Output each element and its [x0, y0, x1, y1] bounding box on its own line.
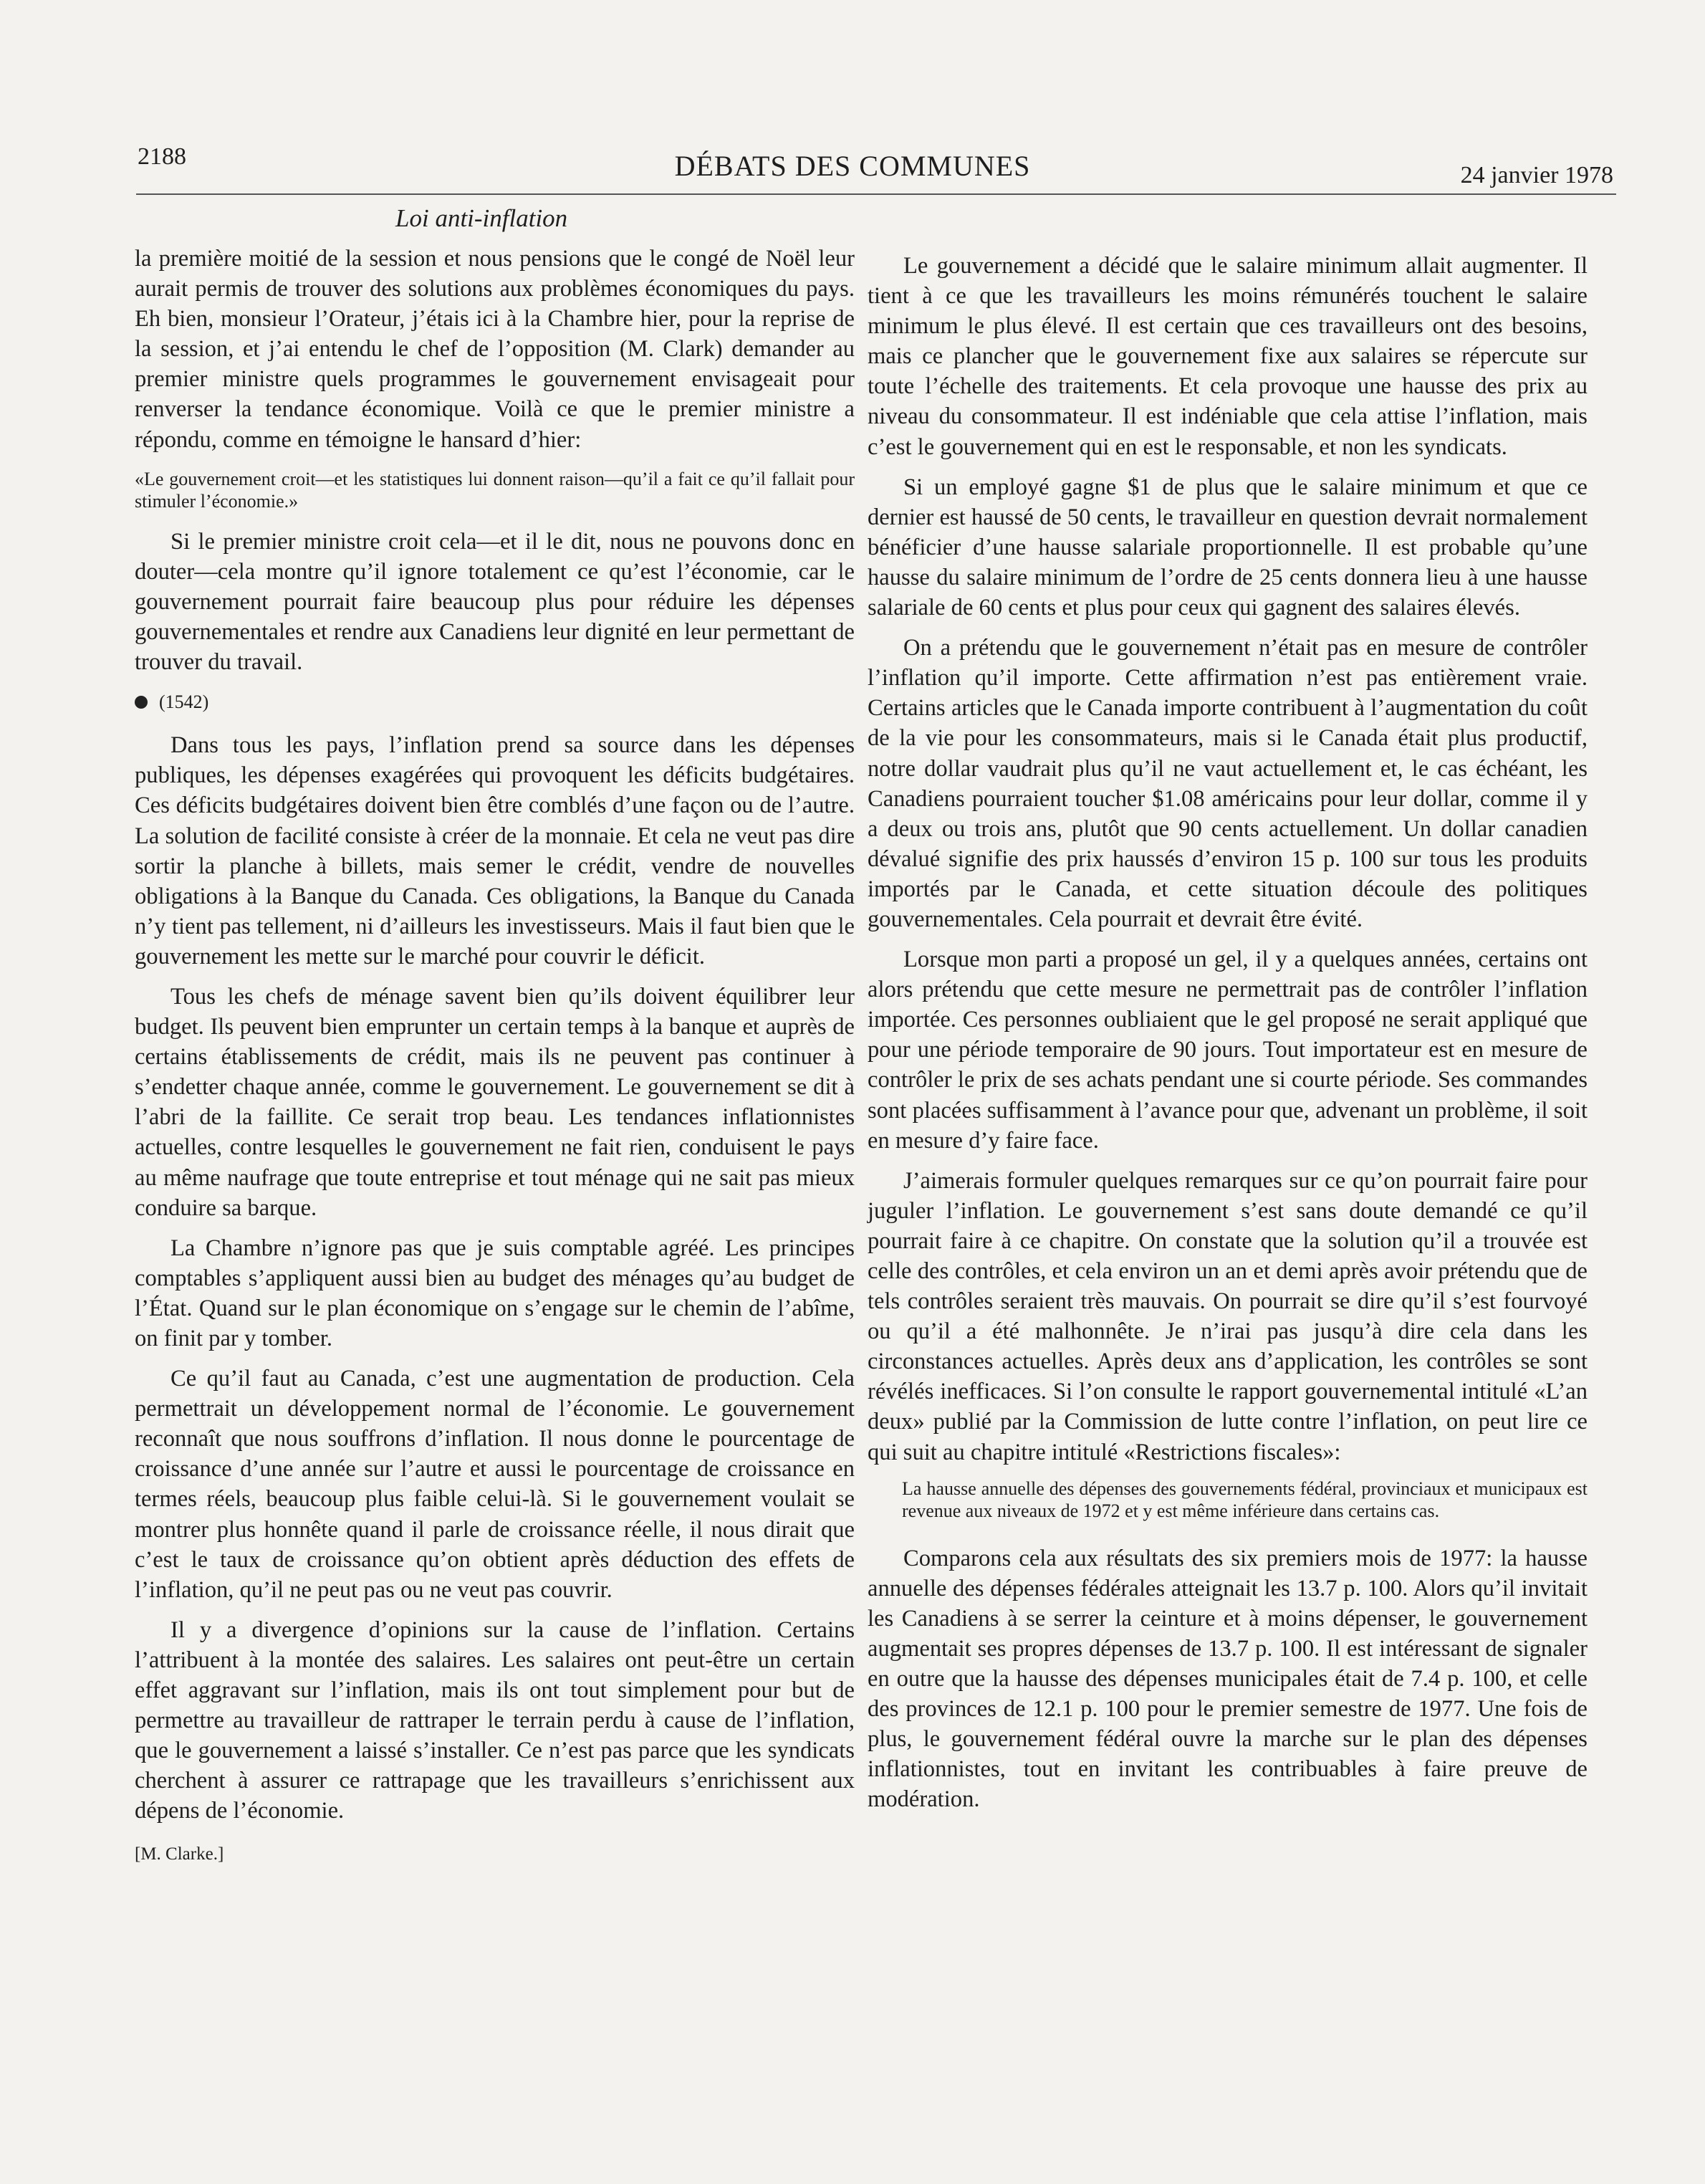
paragraph: La Chambre n’ignore pas que je suis comptable agréé. Les principes comptables s’appliquent aussi bien au budget des ménages qu’au budget de l’État. Quand sur le plan économique on s’engage sur le chemin de l’abîme, on finit par y tomber.: [135, 1235, 855, 1351]
page-number: 2188: [138, 143, 186, 170]
paragraph: Comparons cela aux résultats des six premiers mois de 1977: la hausse annuelle des dépenses fédérales atteignait les 13.7 p. 100. Alors qu’il invitait les Canadiens à se serrer la ceinture et à moins dépenser, le gouvernement augmentait ses propres dépenses de 13.7 p. 100. Il est intéressant de signaler en outre que la hausse des dépenses municipales était de 7.4 p. 100, et celle des provinces de 12.1 p. 100 pour le premier semestre de 1977. Une fois de plus, le gouvernement fédéral ouvre la marche sur le plan des dépenses inflationnistes, tout en invitant les contribuables à faire preuve de modération.: [868, 1545, 1588, 1813]
speaker-tag: [M. Clarke.]: [135, 1844, 224, 1864]
paragraph: Il y a divergence d’opinions sur la cause de l’inflation. Certains l’attribuent à la montée des salaires. Les salaires ont peut-être un certain effet aggravant sur l’inflation, mais ils ont tout simplement pour but de permettre au travailleur de rattraper le terrain perdu à cause de l’inflation, que le gouvernement a laissé s’installer. Ce n’est pas parce que les syndicats cherchent à assurer ce rattrapage que les travailleurs s’enrichissent aux dépens de l’économie.: [135, 1617, 855, 1824]
paragraph: la première moitié de la session et nous pensions que le congé de Noël leur aurait permis de trouver des solutions aux problèmes économiques du pays. Eh bien, monsieur l’Orateur, j’étais ici à la Chambre hier, pour la reprise de la session, et j’ai entendu le chef de l’opposition (M. Clark) demander au premier ministre quels programmes le gouvernement envisageait pour renverser la tendance économique. Voilà ce que le premier ministre a répondu, comme en témoigne le hansard d’hier:: [135, 246, 855, 453]
paragraph: Lorsque mon parti a proposé un gel, il y a quelques années, certains ont alors prétendu que cette mesure ne permettrait pas de contrôler l’inflation importée. Ces personnes oubliaient que le gel proposé ne serait appliqué que pour une période temporaire de 90 jours. Tout importateur est en mesure de contrôler le prix de ses achats pendant une si courte période. Ses commandes sont placées suffisamment à l’avance pour que, advenant un problème, il soit en mesure d’y faire face.: [868, 947, 1588, 1154]
block-quote: «Le gouvernement croit—et les statistiques lui donnent raison—qu’il a fait ce qu’il fallait pour stimuler l’économie.»: [135, 468, 855, 512]
paragraph: On a prétendu que le gouvernement n’était pas en mesure de contrôler l’inflation qu’il importe. Cette affirmation n’est pas entièrement vraie. Certains articles que le Canada importe contribuent à l’augmentation du coût de la vie pour les consommateurs, mais si le Canada était plus productif, notre dollar vaudrait plus qu’il ne vaut actuellement et, le cas échéant, les Canadiens pourraient toucher $1.08 américains pour leur dollar, comme il y a deux ou trois ans, plutôt que 90 cents actuellement. Un dollar canadien dévalué signifie des prix haussés d’environ 15 p. 100 sur tous les produits importés par le Canada, et cette situation découle des politiques gouvernementales. Cela pourrait et devrait être évité.: [868, 635, 1588, 932]
header-date: 24 janvier 1978: [1460, 162, 1613, 188]
paragraph: Ce qu’il faut au Canada, c’est une augmentation de production. Cela permettrait un développement normal de l’économie. Le gouvernement reconnaît que nous souffrons d’inflation. Il nous donne le pourcentage de croissance d’une année sur l’autre et aussi le pourcentage de croissance en termes réels, beaucoup plus faible celui-là. Si le gouvernement voulait se montrer plus honnête quand il parle de croissance réelle, il nous dirait que c’est le taux de croissance qu’on obtient après déduction des effets de l’inflation, qu’il ne peut pas ou ne veut pas couvrir.: [135, 1366, 855, 1603]
paragraph: Le gouvernement a décidé que le salaire minimum allait augmenter. Il tient à ce que les travailleurs les moins rémunérés touchent le salaire minimum le plus élevé. Il est certain que ces travailleurs ont des besoins, mais ce plancher que le gouvernement fixe aux salaires se répercute sur toute l’échelle des traitements. Et cela provoque une hausse des prix au niveau du consommateur. Il est indéniable que cela attise l’inflation, mais c’est le gouvernement qui en est le responsable, et non les syndicats.: [868, 253, 1588, 460]
right-column: [868, 251, 1588, 1825]
time-marker: [135, 687, 855, 717]
bullet-icon: [135, 696, 148, 709]
block-quote: La hausse annuelle des dépenses des gouvernements fédéral, provinciaux et municipaux est revenue aux niveaux de 1972 et y est même inférieure dans certains cas.: [902, 1477, 1588, 1521]
paragraph: Tous les chefs de ménage savent bien qu’ils doivent équilibrer leur budget. Ils peuvent bien emprunter un certain temps à la banque et auprès de certains établissements de crédit, mais ils ne peuvent pas continuer à s’endetter chaque année, comme le gouvernement. Le gouvernement se dit à l’abri de la faillite. Ce serait trop beau. Les tendances inflationnistes actuelles, contre lesquelles le gouvernement ne fait rien, conduisent le pays au même naufrage que toute entreprise et tout ménage qui ne sait pas mieux conduire sa barque.: [135, 983, 855, 1221]
paragraph: Si le premier ministre croit cela—et il le dit, nous ne pouvons donc en douter—cela montre qu’il ignore totalement ce qu’est l’économie, car le gouvernement pourrait faire beaucoup plus pour réduire les dépenses gouvernementales et rendre aux Canadiens leur dignité en leur permettant de trouver du travail.: [135, 528, 855, 676]
header-rule: [136, 193, 1616, 195]
left-column: [135, 244, 855, 1869]
running-title: Loi anti-inflation: [395, 204, 568, 232]
journal-title: DÉBATS DES COMMUNES: [674, 150, 1031, 182]
time-marker-label: (1542): [159, 691, 209, 713]
paragraph: Si un employé gagne $1 de plus que le salaire minimum et que ce dernier est haussé de 50 cents, le travailleur en question devrait normalement bénéficier d’une hausse salariale proportionnelle. Il est probable qu’une hausse du salaire minimum de l’ordre de 25 cents donnera lieu à une hausse salariale de 60 cents et plus pour ceux qui gagnent des salaires élevés.: [868, 474, 1588, 621]
paragraph: Dans tous les pays, l’inflation prend sa source dans les dépenses publiques, les dépenses exagérées qui provoquent les déficits budgétaires. Ces déficits budgétaires doivent bien être comblés d’une façon ou de l’autre. La solution de facilité consiste à créer de la monnaie. Et cela ne veut pas dire sortir la planche à billets, mais semer le crédit, vendre de nouvelles obligations à la Banque du Canada. Ces obligations, la Banque du Canada n’y tient pas tellement, ni d’ailleurs les investisseurs. Mais il faut bien que le gouvernement les mette sur le marché pour couvrir le déficit.: [135, 732, 855, 969]
paragraph: J’aimerais formuler quelques remarques sur ce qu’on pourrait faire pour juguler l’inflation. Le gouvernement s’est sans doute demandé ce qu’il pourrait faire à ce chapitre. On constate que la solution qu’il a trouvée est celle des contrôles, et cela environ un an et demi après avoir prétendu que de tels contrôles seraient très mauvais. On pourrait se dire qu’il s’est fourvoyé ou qu’il a été malhonnête. Je n’irai pas jusqu’à dire cela dans les circonstances actuelles. Après deux ans d’application, les contrôles se sont révélés inefficaces. Si l’on consulte le rapport gouvernemental intitulé «L’an deux» publié par la Commission de lutte contre l’inflation, on peut lire ce qui suit au chapitre intitulé «Restrictions fiscales»:: [868, 1167, 1588, 1465]
